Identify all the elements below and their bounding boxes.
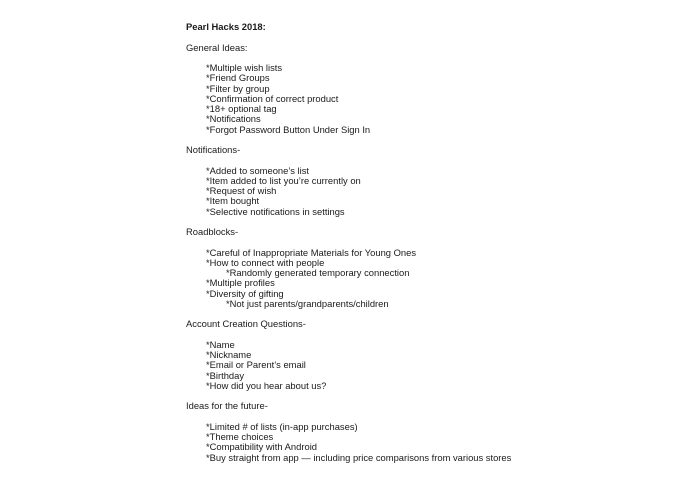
- list-item: *Multiple profiles: [206, 277, 275, 289]
- section: [186, 227, 686, 309]
- document-title: Pearl Hacks 2018:: [186, 21, 266, 32]
- list-item: *Added to someone’s list: [206, 164, 310, 176]
- list-item: *Nickname: [206, 349, 252, 360]
- list-item: *Name: [206, 338, 235, 350]
- section-heading: Roadblocks-: [186, 226, 239, 237]
- document: [186, 22, 686, 473]
- list-item: *Buy straight from app — including price comparisons from various stores: [206, 451, 512, 463]
- list-item: *Limited # of lists (in-app purchases): [206, 420, 358, 432]
- section: [186, 43, 686, 135]
- section-heading: Notifications-: [186, 144, 241, 155]
- list-item: *Email or Parent’s email: [206, 359, 306, 371]
- list-item: *Item bought: [206, 195, 260, 207]
- section-heading: Account Creation Questions-: [186, 318, 306, 330]
- list-item: *Theme choices: [206, 431, 274, 442]
- list-item: *Selective notifications in settings: [206, 205, 345, 217]
- item-list: [186, 166, 686, 217]
- item-list: [186, 340, 686, 391]
- list-item: *Confirmation of correct product: [206, 92, 339, 104]
- item-list: [186, 422, 686, 463]
- item-list: [186, 63, 686, 135]
- list-item: *Careful of Inappropriate Materials for Young Ones: [206, 246, 417, 258]
- list-item: *Diversity of gifting: [206, 287, 284, 299]
- list-item: *How did you hear about us?: [206, 379, 327, 391]
- section: [186, 401, 686, 463]
- section: [186, 319, 686, 391]
- list-item: *Multiple wish lists: [206, 62, 283, 73]
- list-item: *Compatibility with Android: [206, 441, 317, 453]
- section-heading: Ideas for the future-: [186, 400, 268, 412]
- document-sections: [186, 43, 686, 463]
- item-list: [186, 248, 686, 310]
- list-item: *Filter by group: [206, 82, 270, 94]
- list-item: *Birthday: [206, 369, 245, 381]
- list-item: *How to connect with people: [206, 256, 325, 268]
- section: [186, 145, 686, 217]
- section-heading: General Ideas:: [186, 41, 248, 53]
- sub-list-item: *Not just parents/grandparents/children: [226, 297, 389, 309]
- list-item: *18+ optional tag: [206, 103, 277, 114]
- list-item: *Notifications: [206, 113, 261, 125]
- list-item: *Request of wish: [206, 185, 277, 196]
- list-item: *Friend Groups: [206, 72, 270, 84]
- list-item: *Forgot Password Button Under Sign In: [206, 123, 371, 135]
- list-item: *Item added to list you’re currently on: [206, 174, 361, 186]
- sub-list-item: *Randomly generated temporary connection: [226, 267, 410, 278]
